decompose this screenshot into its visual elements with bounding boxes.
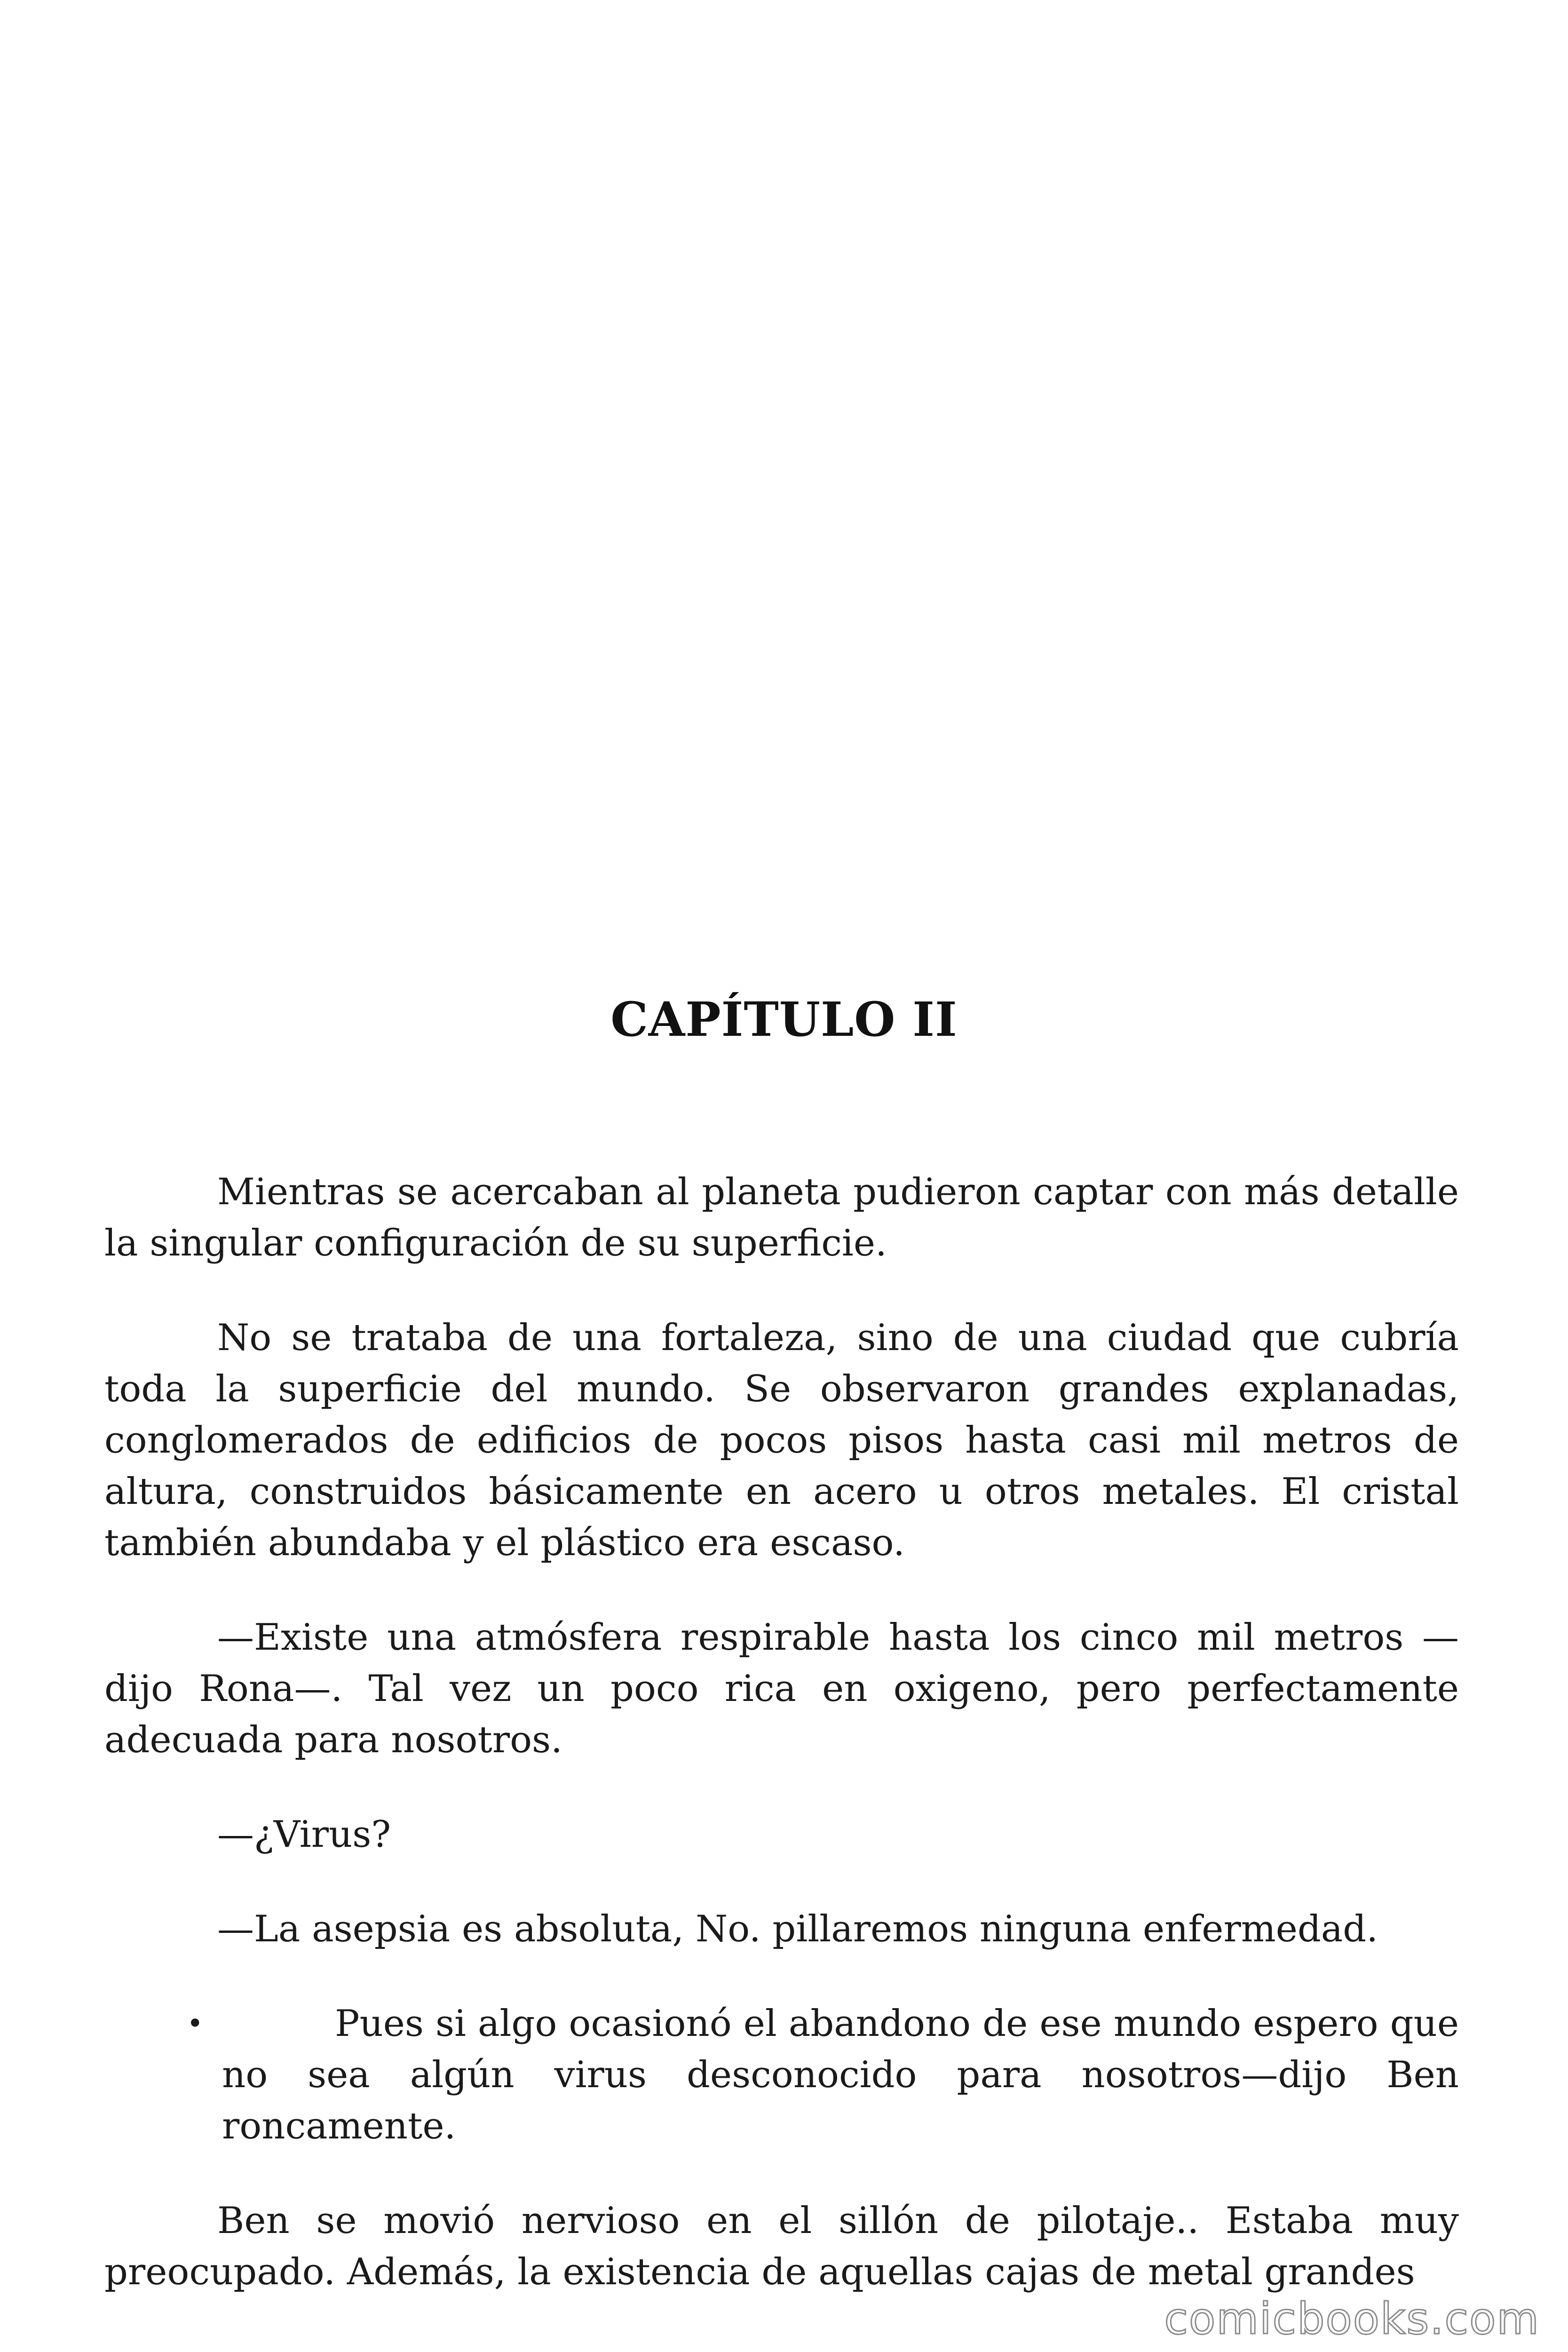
chapter-body bbox=[104, 1167, 1459, 2341]
chapter-title: CAPÍTULO II bbox=[610, 992, 958, 1047]
paragraph-3: —Existe una atmósfera respirable hasta los cinco mil metros —dijo Rona—. Tal vez un poco rica en oxigeno, pero perfectamente adecuada para nosotros. bbox=[104, 1616, 1459, 1761]
paragraph-2: No se trataba de una fortaleza, sino de una ciudad que cubría toda la superficie del mundo. Se observaron grandes explanadas, conglomerados de edificios de pocos pisos hasta casi mil metros de altura, construidos básicamente en acero u otros metales. El cristal también abundaba y el plástico era escaso. bbox=[104, 1317, 1459, 1564]
paragraph-1: Mientras se acercaban al planeta pudieron captar con más detalle la singular configuración de su superficie. bbox=[104, 1171, 1459, 1264]
bullet-paragraph bbox=[187, 1998, 1459, 2152]
watermark: comicbooks.com bbox=[1164, 2294, 1540, 2344]
paragraph-4: —¿Virus? bbox=[217, 1813, 391, 1856]
paragraph-closing: Ben se movió nervioso en el sillón de pilotaje.. Estaba muy preocupado. Además, la existencia de aquellas cajas de metal grandes bbox=[104, 2200, 1459, 2293]
bullet-icon: • bbox=[187, 2007, 204, 2040]
bullet-paragraph-text: Pues si algo ocasionó el abandono de ese mundo espero que no sea algún virus desconocido para nosotros—dijo Ben roncamente. bbox=[222, 2002, 1459, 2147]
paragraph-5: —La asepsia es absoluta, No. pillaremos ninguna enfermedad. bbox=[217, 1908, 1378, 1950]
